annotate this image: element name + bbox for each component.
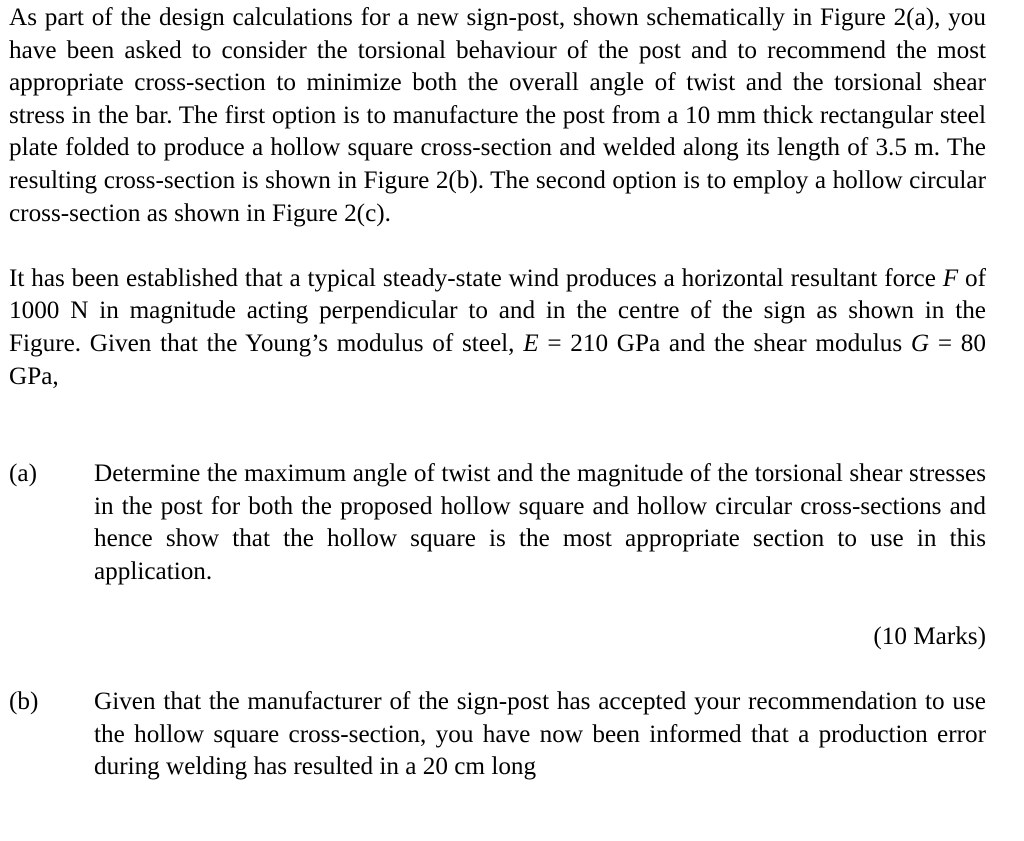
question-a <box>9 458 986 588</box>
shear-modulus-symbol: G <box>910 329 930 357</box>
force-symbol: F <box>942 264 959 292</box>
loading-text-2: of 1000 N in magnitude acting perpendicular to and in the centre of the sign as shown in the Figure. Given that the Young’s modulus of steel, <box>9 264 987 357</box>
question-b-label: (b) <box>9 688 39 716</box>
question-b-text: Given that the manufacturer of the sign-post has accepted your recommendation to use the hollow square cross-section, you have now been informed that a production error during welding has resulted in a 20 cm long <box>94 688 986 781</box>
youngs-modulus-symbol: E <box>523 329 539 357</box>
question-a-marks: (10 Marks) <box>873 623 986 651</box>
intro-paragraph: As part of the design calculations for a new sign-post, shown schematically in Figure 2(a), you have been asked to consider the torsional behaviour of the post and to recommend the most appropriate cross-section to minimize both the overall angle of twist and the torsional shear stress in the bar. The first option is to manufacture the post from a 10 mm thick rectangular steel plate folded to produce a hollow square cross-section and welded along its length of 3.5 m. The resulting cross-section is shown in Figure 2(b). The second option is to employ a hollow circular cross-section as shown in Figure 2(c). <box>9 4 986 227</box>
question-b <box>9 686 986 784</box>
loading-text-4: = 80 GPa, <box>9 329 986 390</box>
question-a-label: (a) <box>9 460 37 488</box>
document-page <box>9 2 986 784</box>
loading-text-1: It has been established that a typical steady-state wind produces a horizontal resultant force <box>9 264 943 292</box>
question-a-text: Determine the maximum angle of twist and the magnitude of the torsional shear stresses in the post for both the proposed hollow square and hollow circular cross-sections and hence show that the hollow square is the most appropriate section to use in this application. <box>94 460 986 585</box>
loading-paragraph <box>9 263 986 393</box>
loading-text-3: = 210 GPa and the shear modulus <box>538 329 911 357</box>
